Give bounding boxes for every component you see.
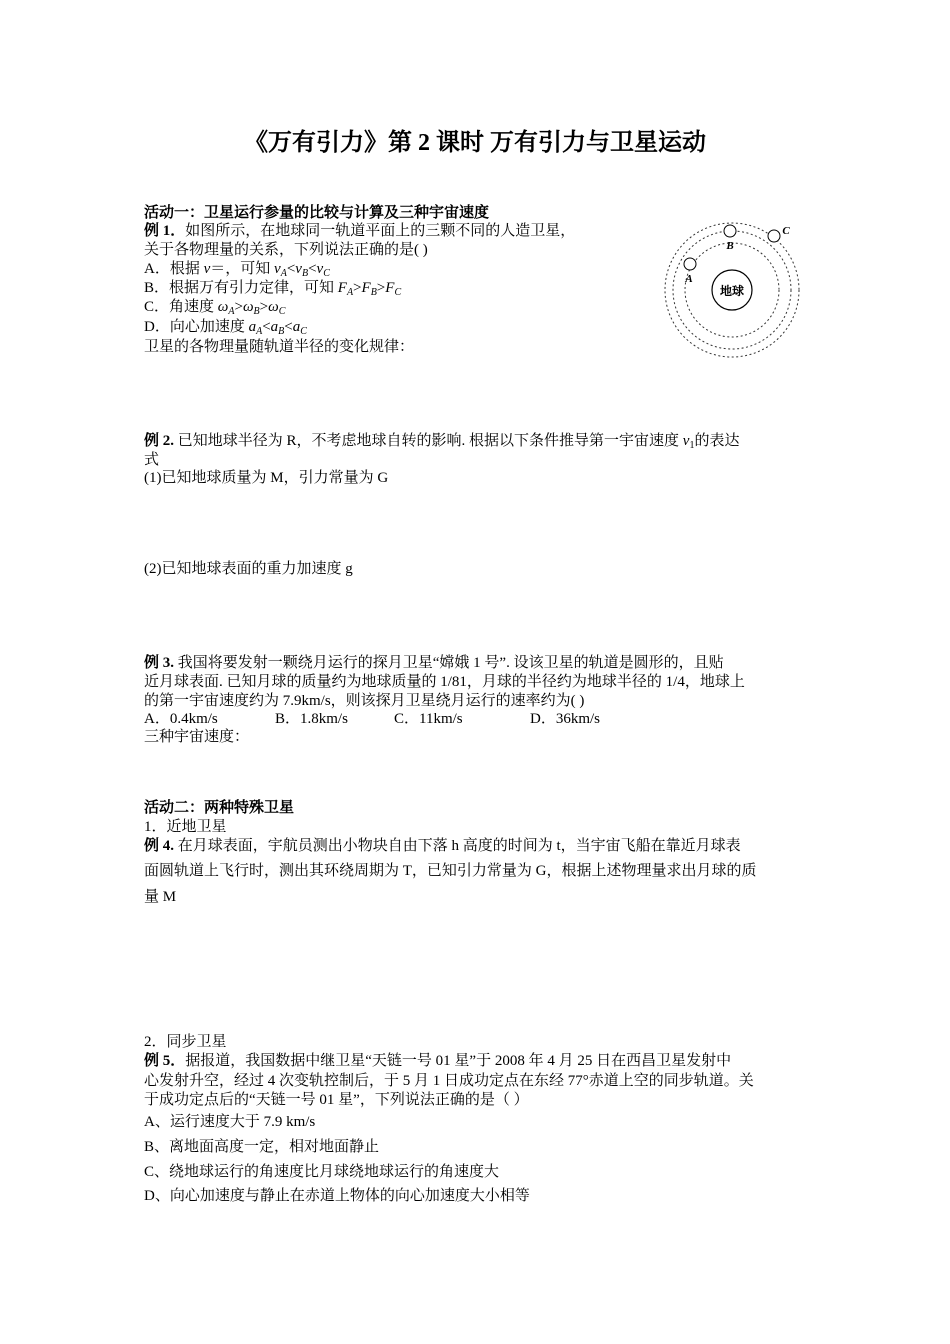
example2-stem-line1: 例 2. 已知地球半径为 R，不考虑地球自转的影响. 根据以下条件推导第一宇宙速度 $v_1$的表达 bbox=[144, 433, 740, 451]
satellite-b-label: B bbox=[726, 240, 734, 252]
example2-part1: (1)已知地球质量为 M，引力常量为 G bbox=[144, 470, 389, 486]
satellite-c bbox=[768, 230, 780, 242]
example4-stem-line1: 例 4. 在月球表面，宇航员测出小物块自由下落 h 高度的时间为 t，当宇宙飞船在靠近月球表 bbox=[144, 838, 741, 854]
cosmic-velocity-prompt: 三种宇宙速度： bbox=[144, 729, 250, 745]
example3-stem-line3: 的第一宇宙速度约为 7.9km/s，则该探月卫星绕月运行的速率约为( ) bbox=[144, 693, 585, 709]
example1-option-d: D．向心加速度 $a_A<a_B<a_C$ bbox=[144, 319, 307, 337]
example5-option-b: B、离地面高度一定，相对地面静止 bbox=[144, 1139, 380, 1155]
example5-option-a: A、运行速度大于 7.9 km/s bbox=[144, 1114, 316, 1130]
satellite-a bbox=[684, 258, 696, 270]
example1-stem-line2: 关于各物理量的关系，下列说法正确的是( ) bbox=[144, 242, 428, 258]
example2-part2: (2)已知地球表面的重力加速度 g bbox=[144, 561, 353, 577]
example4-stem-line2: 面圆轨道上飞行时，测出其环绕周期为 T，已知引力常量为 G，根据上述物理量求出月球的质 bbox=[144, 863, 757, 879]
satellite-b bbox=[724, 225, 736, 237]
example1-option-a: A．根据 v＝，可知 $v_A<v_B<v_C$ bbox=[144, 261, 330, 279]
example2-stem-line2: 式 bbox=[144, 452, 160, 468]
example5-stem-line1: 例 5．据报道，我国数据中继卫星“天链一号 01 星”于 2008 年 4 月 25 日在西昌卫星发射中 bbox=[144, 1053, 732, 1069]
example2-label: 例 2. bbox=[144, 433, 175, 449]
example3-option-c: C．11km/s bbox=[394, 711, 463, 727]
example3-option-a: A．0.4km/s bbox=[144, 711, 218, 727]
example4-label: 例 4. bbox=[144, 838, 175, 854]
activity1-heading: 活动一：卫星运行参量的比较与计算及三种宇宙速度 bbox=[144, 205, 490, 221]
example1-option-c: C．角速度 $\omega_A>\omega_B>\omega_C$ bbox=[144, 299, 286, 317]
page-title: 《万有引力》第 2 课时 万有引力与卫星运动 bbox=[244, 130, 706, 156]
example5-stem-line2: 心发射升空，经过 4 次变轨控制后，于 5 月 1 日成功定点在东经 77°赤道上空的同步轨道。关 bbox=[144, 1073, 754, 1089]
example3-label: 例 3. bbox=[144, 655, 175, 671]
satellite-a-label: A bbox=[685, 273, 693, 285]
example5-stem-line3: 于成功定点后的“天链一号 01 星”，下列说法正确的是（ ） bbox=[144, 1092, 529, 1108]
example3-option-d: D．36km/s bbox=[530, 711, 601, 727]
example5-option-c: C、绕地球运行的角速度比月球绕地球运行的角速度大 bbox=[144, 1164, 500, 1180]
example1-stem1: 如图所示，在地球同一轨道平面上的三颗不同的人造卫星， bbox=[185, 223, 576, 239]
activity2-heading: 活动二：两种特殊卫星 bbox=[144, 800, 295, 816]
example4-stem-line3: 量 M bbox=[144, 889, 177, 905]
example5-option-d: D、向心加速度与静止在赤道上物体的向心加速度大小相等 bbox=[144, 1188, 530, 1204]
example1-option-b: B．根据万有引力定律，可知 $F_A>F_B>F_C$ bbox=[144, 280, 402, 298]
example3-option-b: B．1.8km/s bbox=[275, 711, 348, 727]
earth-label: 地球 bbox=[719, 284, 745, 298]
satellite-c-label: C bbox=[782, 225, 790, 237]
example3-stem-line1: 例 3. 我国将要发射一颗绕月运行的探月卫星“嫦娥 1 号”. 设该卫星的轨道是圆形的，且贴 bbox=[144, 655, 724, 671]
orbit-diagram bbox=[658, 220, 806, 360]
example1-stem-line1 bbox=[144, 219, 575, 240]
example1-label: 例 1． bbox=[144, 223, 186, 239]
section-near-earth: 1．近地卫星 bbox=[144, 819, 227, 835]
section-geosync: 2．同步卫星 bbox=[144, 1034, 227, 1050]
example5-label: 例 5． bbox=[144, 1053, 186, 1069]
orbit-rule-prompt: 卫星的各物理量随轨道半径的变化规律： bbox=[144, 339, 415, 355]
example3-stem-line2: 近月球表面. 已知月球的质量约为地球质量的 1/81，月球的半径约为地球半径的 1/4，地球上 bbox=[144, 674, 745, 690]
